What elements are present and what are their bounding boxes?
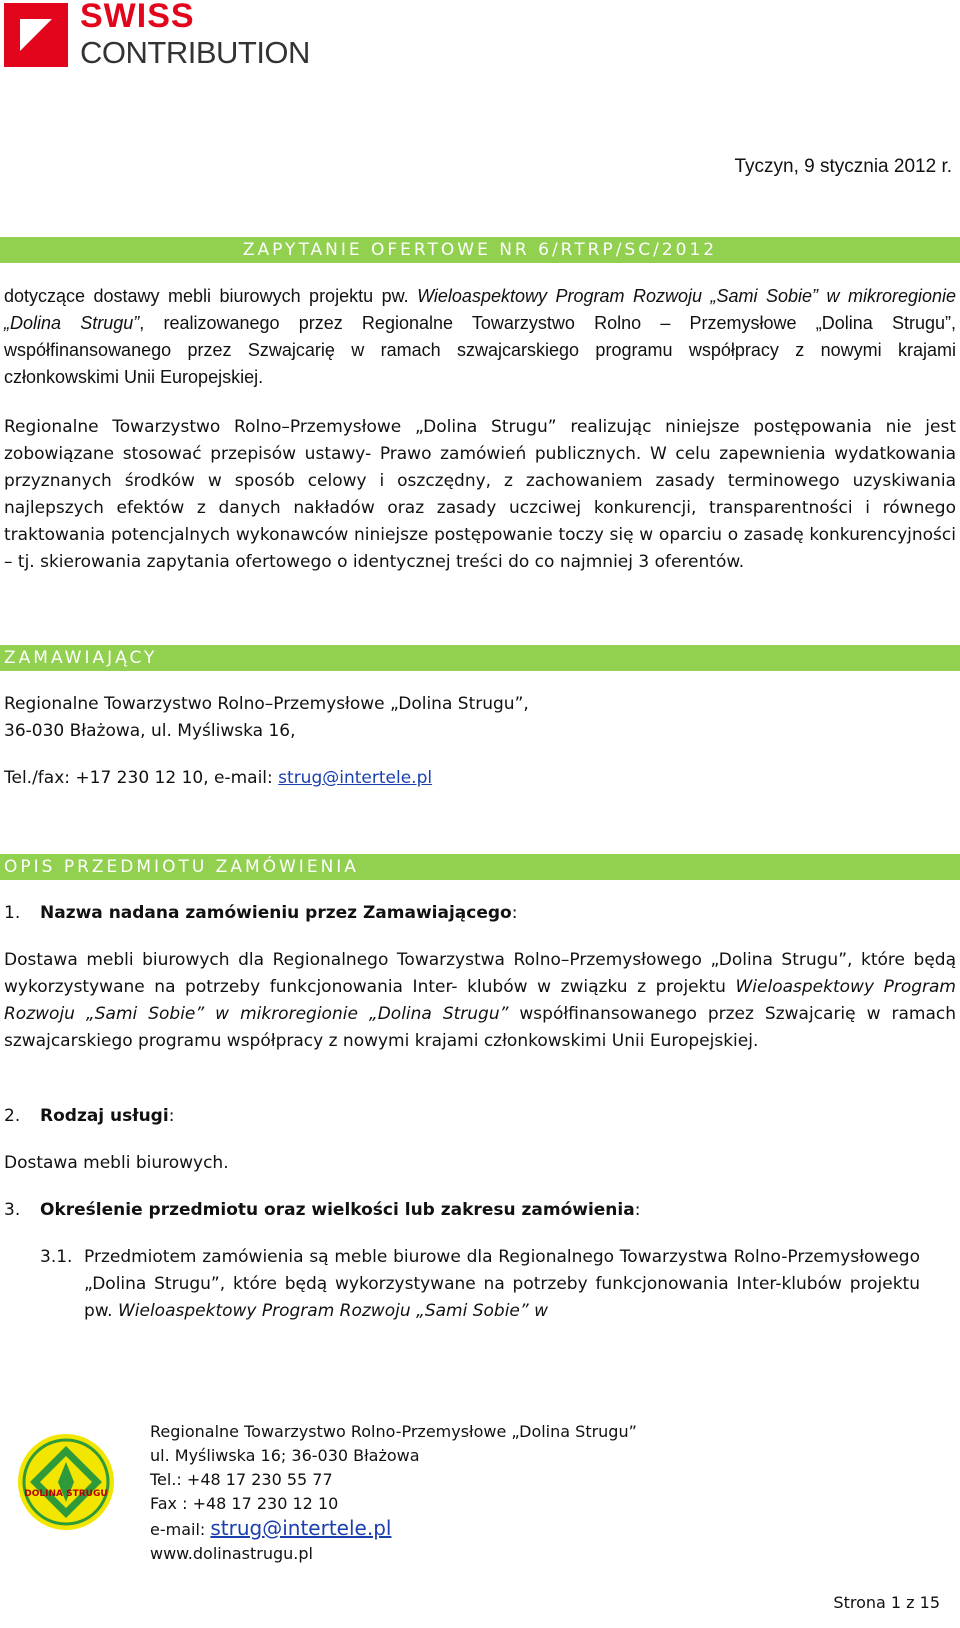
item-1-program-name: Wieloaspektowy Program Rozwoju „Sami Sobie” w mikroregionie „Dolina Strugu” — [4, 977, 956, 1024]
item-2-title: Rodzaj usługi — [40, 1106, 169, 1126]
item-3-number: 3. — [4, 1200, 21, 1220]
footer-website[interactable]: www.dolinastrugu.pl — [150, 1544, 313, 1563]
logo-swiss-text: SWISS — [80, 0, 195, 35]
footer-org: Regionalne Towarzystwo Rolno-Przemysłowe „Dolina Strugu” — [150, 1422, 637, 1441]
title-band: ZAPYTANIE OFERTOWE NR 6/RTRP/SC/2012 — [0, 237, 960, 263]
footer-email-line — [150, 1516, 637, 1542]
swiss-flag-icon — [4, 3, 68, 67]
item-1-title: Nazwa nadana zamówieniu przez Zamawiającego — [40, 903, 512, 923]
body-paragraph: Regionalne Towarzystwo Rolno–Przemysłowe „Dolina Strugu” realizując niniejsze postępowania nie jest zobowiązane stosować przepisów ustawy- Prawo zamówień publicznych. W celu zapewnienia wydatkowania przyznanych środków w sposób celowy i oszczędny, z zachowaniem zasady terminowego uzyskiwania najlepszych efektów z danych nakładów oraz zasady uczciwej konkurencji, transparentności i równego traktowania potencjalnych wykonawców niniejsze postępowanie toczy się w oparciu o zasadę konkurencyjności – tj. skierowania zapytania ofertowego o identycznej treści do co najmniej 3 oferentów. — [4, 417, 956, 572]
zamawiajacy-address — [4, 691, 956, 745]
zamawiajacy-contact — [4, 765, 956, 792]
footer-contact — [150, 1420, 637, 1566]
footer-email-link[interactable]: strug@intertele.pl — [210, 1516, 392, 1540]
item-2-heading: 2. Rodzaj usługi: — [4, 1103, 956, 1130]
footer-address: ul. Myśliwska 16; 36-030 Błażowa — [150, 1446, 420, 1465]
contact-email-link[interactable]: strug@intertele.pl — [278, 768, 433, 788]
footer-email-prefix: e-mail: — [150, 1520, 211, 1539]
item-3-1-text-a: Przedmiotem zamówienia są meble biurowe dla Regionalnego Towarzystwa Rolno-Przemysłowego „Dolina Strugu”, które będą wykorzystywane na potrzeby funkcjonowania Inter-klubów projektu pw. — [84, 1247, 920, 1321]
item-1-number: 1. — [4, 903, 21, 923]
footer-tel: Tel.: +48 17 230 55 77 — [150, 1470, 333, 1489]
document-date: Tyczyn, 9 stycznia 2012 r. — [734, 156, 952, 177]
page-number: Strona 1 z 15 — [833, 1593, 940, 1612]
item-3-1-text — [84, 1244, 920, 1325]
opis-band: OPIS PRZEDMIOTU ZAMÓWIENIA — [0, 854, 960, 880]
item-2-text: Dostawa mebli biurowych. — [4, 1153, 229, 1173]
logo-contribution-text: CONTRIBUTION — [80, 35, 310, 70]
zamawiajacy-name: Regionalne Towarzystwo Rolno–Przemysłowe „Dolina Strugu”, — [4, 694, 529, 714]
zamawiajacy-street: 36-030 Błażowa, ul. Myśliwska 16, — [4, 721, 296, 741]
zamawiajacy-band: ZAMAWIAJĄCY — [0, 645, 960, 671]
item-3-1-number: 3.1. — [40, 1247, 73, 1267]
item-2-number: 2. — [4, 1106, 21, 1126]
intro-text-a: dotyczące dostawy mebli biurowych projektu pw. — [4, 286, 418, 306]
footer-fax: Fax : +48 17 230 12 10 — [150, 1494, 339, 1513]
emblem-label: DOLINA STRUGU — [24, 1489, 108, 1499]
intro-paragraph — [4, 283, 956, 391]
item-3-title: Określenie przedmiotu oraz wielkości lub zakresu zamówienia — [40, 1200, 635, 1220]
contact-phone: Tel./fax: +17 230 12 10, e-mail: — [4, 768, 279, 788]
swiss-contribution-logo — [4, 0, 324, 73]
item-1-text-b: współfinansowanego przez Szwajcarię w ramach szwajcarskiego programu współpracy z nowymi krajami członkowskimi Unii Europejskiej. — [4, 1004, 956, 1051]
item-1-text — [4, 947, 956, 1055]
intro-text-b: , realizowanego przez Regionalne Towarzystwo Rolno – Przemysłowe „Dolina Strugu”, współfinansowanego przez Szwajcarię w ramach szwajcarskiego programu współpracy z nowymi krajami członkowskimi Unii Europejskiej. — [4, 313, 956, 387]
item-3-1-program-name: Wieloaspektowy Program Rozwoju „Sami Sobie” w — [117, 1301, 548, 1321]
item-1-text-a: Dostawa mebli biurowych dla Regionalnego Towarzystwa Rolno–Przemysłowego „Dolina Strugu”, które będą wykorzystywane na potrzeby funkcjonowania Inter- klubów w związku z projektu — [4, 950, 956, 997]
item-3-heading: 3. Określenie przedmiotu oraz wielkości lub zakresu zamówienia: — [4, 1197, 956, 1224]
intro-program-name: Wieloaspektowy Program Rozwoju „Sami Sobie” w mikroregionie „Dolina Strugu” — [4, 286, 956, 333]
dolina-strugu-emblem — [16, 1432, 116, 1532]
item-1-heading: 1. Nazwa nadana zamówieniu przez Zamawiającego: — [4, 900, 956, 927]
